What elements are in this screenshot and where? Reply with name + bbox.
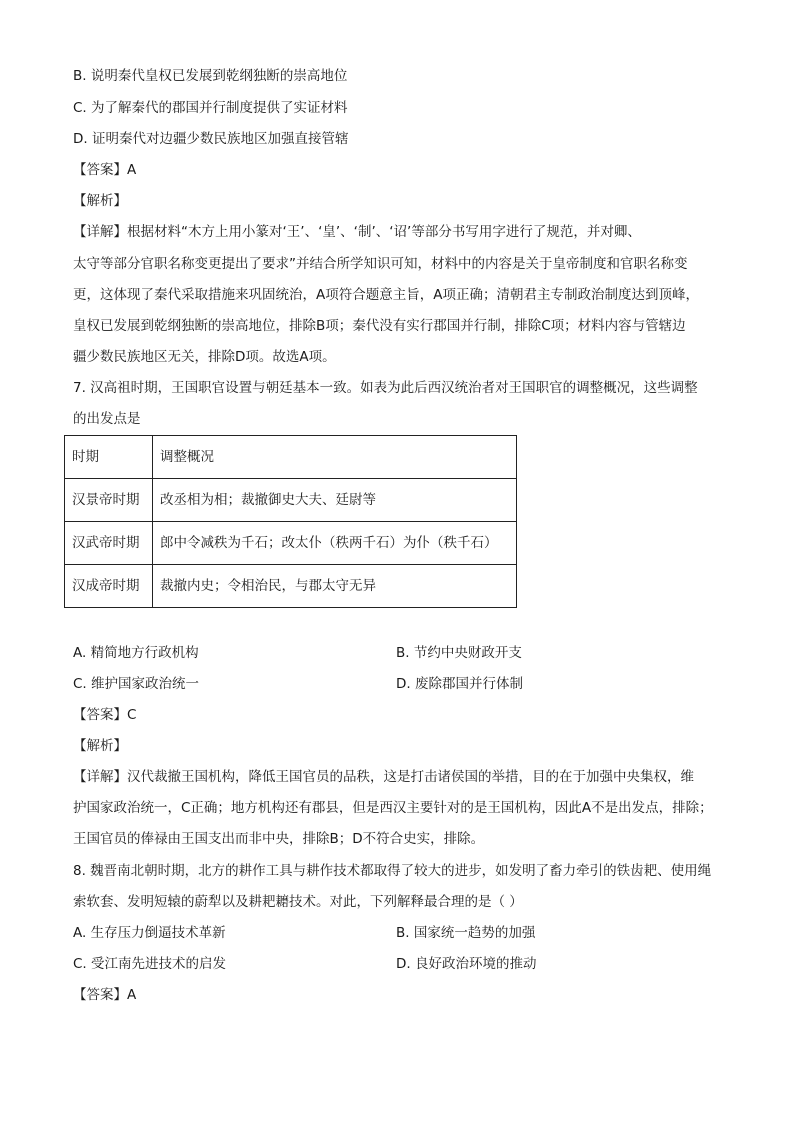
q8-option-c: C. 受江南先进技术的启发 (73, 956, 227, 972)
table-row (65, 522, 517, 565)
q6-analysis-label: 【解析】 (73, 193, 127, 209)
q6-detail-line: 皇权已发展到乾纲独断的崇高地位，排除B项；秦代没有实行郡国并行制，排除C项；材料内容与管辖边 (73, 318, 686, 334)
q6-detail-line: 太守等部分官职名称变更提出了要求”并结合所学知识可知，材料中的内容是关于皇帝制度和官职名称变 (73, 256, 688, 272)
q6-option-c: C. 为了解秦代的郡国并行制度提供了实证材料 (73, 100, 348, 116)
q6-option-b: B. 说明秦代皇权已发展到乾纲独断的崇高地位 (73, 68, 348, 84)
q7-table (64, 435, 517, 608)
table-cell: 汉武帝时期 (65, 522, 153, 565)
q7-detail-line: 护国家政治统一，C正确；地方机构还有郡县，但是西汉主要针对的是王国机构，因此A不是出发点，排除； (73, 800, 713, 816)
q8-answer: 【答案】A (73, 987, 137, 1003)
table-row (65, 565, 517, 608)
q7-option-a: A. 精简地方行政机构 (73, 645, 199, 661)
q8-stem-line: 8. 魏晋南北朝时期，北方的耕作工具与耕作技术都取得了较大的进步，如发明了畜力牵引的铁齿耙、使用绳 (73, 863, 712, 879)
q6-option-d: D. 证明秦代对边疆少数民族地区加强直接管辖 (73, 131, 349, 147)
table-row (65, 479, 517, 522)
q7-option-d: D. 废除郡国并行体制 (396, 676, 523, 692)
q6-detail-line: 疆少数民族地区无关，排除D项。故选A项。 (73, 349, 336, 365)
q8-option-d: D. 良好政治环境的推动 (396, 956, 537, 972)
table-cell: 郎中令减秩为千石；改太仆（秩两千石）为仆（秩千石） (153, 522, 517, 565)
table-cell: 改丞相为相；裁撤御史大夫、廷尉等 (153, 479, 517, 522)
table-header-row (65, 436, 517, 479)
q7-analysis-label: 【解析】 (73, 738, 127, 754)
q6-detail-line: 【详解】根据材料“木方上用小篆对‘王’、‘皇’、‘制’、‘诏’等部分书写用字进行了规范，并对卿、 (73, 224, 641, 240)
table-header-cell: 时期 (65, 436, 153, 479)
q7-option-b: B. 节约中央财政开支 (396, 645, 522, 661)
q7-option-c: C. 维护国家政治统一 (73, 676, 200, 692)
q8-option-b: B. 国家统一趋势的加强 (396, 925, 536, 941)
q7-stem-line: 的出发点是 (73, 411, 141, 427)
q7-stem-line: 7. 汉高祖时期，王国职官设置与朝廷基本一致。如表为此后西汉统治者对王国职官的调整概况，这些调整 (73, 380, 698, 396)
table-cell: 裁撤内史；令相治民，与郡太守无异 (153, 565, 517, 608)
table-header-cell: 调整概况 (153, 436, 517, 479)
q7-detail-line: 王国官员的俸禄由王国支出而非中央，排除B；D不符合史实，排除。 (73, 831, 485, 847)
q8-stem-line: 索软套、发明短辕的蔚犁以及耕耙耱技术。对此，下列解释最合理的是（ ） (73, 894, 523, 910)
table-cell: 汉景帝时期 (65, 479, 153, 522)
q7-detail-line: 【详解】汉代裁撤王国机构，降低王国官员的品秩，这是打击诸侯国的举措，目的在于加强中央集权，维 (73, 769, 694, 785)
q6-detail-line: 更，这体现了秦代采取措施来巩固统治，A项符合题意主旨，A项正确；清朝君主专制政治制度达到顶峰， (73, 287, 699, 303)
q6-answer: 【答案】A (73, 162, 137, 178)
q8-option-a: A. 生存压力倒逼技术革新 (73, 925, 226, 941)
table-cell: 汉成帝时期 (65, 565, 153, 608)
q7-answer: 【答案】C (73, 707, 137, 723)
